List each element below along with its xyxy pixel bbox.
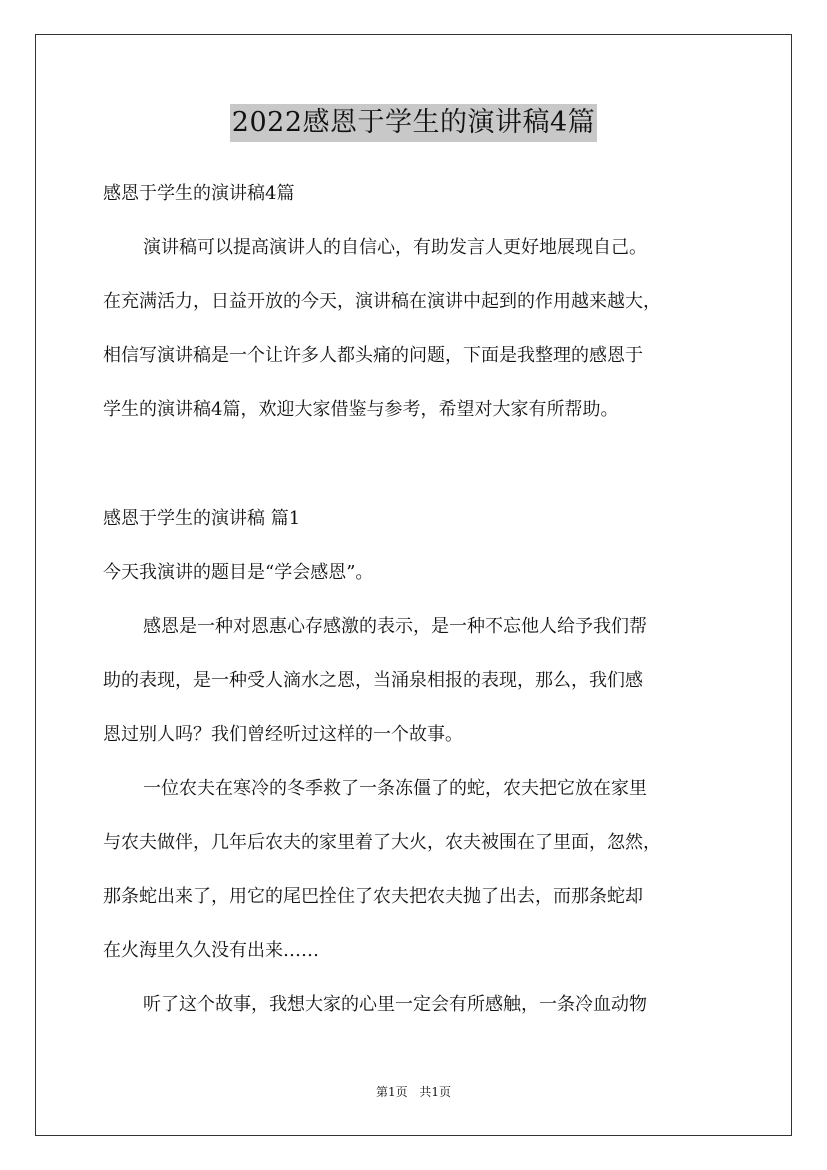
- document-title: 2022感恩于学生的演讲稿4篇: [230, 104, 597, 142]
- intro-line: 学生的演讲稿4篇，欢迎大家借鉴与参考，希望对大家有所帮助。: [103, 399, 619, 420]
- paragraph-line: 与农夫做伴，几年后农夫的家里着了大火，农夫被围在了里面，忽然，: [103, 832, 661, 853]
- paragraph-line: 在火海里久久没有出来……: [103, 940, 319, 961]
- paragraph-line: 那条蛇出来了，用它的尾巴拴住了农夫把农夫抛了出去，而那条蛇却: [103, 886, 643, 907]
- paragraph-line: 一位农夫在寒冷的冬季救了一条冻僵了的蛇，农夫把它放在家里: [143, 778, 647, 799]
- subtitle: 感恩于学生的演讲稿4篇: [103, 183, 295, 204]
- paragraph-line: 感恩是一种对恩惠心存感激的表示，是一种不忘他人给予我们帮: [143, 616, 647, 637]
- title-container: [0, 104, 827, 142]
- intro-line: 在充满活力，日益开放的今天，演讲稿在演讲中起到的作用越来越大，: [103, 291, 661, 312]
- page-number: 第1页: [375, 1085, 408, 1099]
- intro-line: 相信写演讲稿是一个让许多人都头痛的问题，下面是我整理的感恩于: [103, 345, 643, 366]
- paragraph-line: 恩过别人吗？我们曾经听过这样的一个故事。: [103, 724, 463, 745]
- page-footer: [0, 1083, 827, 1100]
- topic-line: 今天我演讲的题目是“学会感恩”。: [103, 562, 374, 583]
- section-heading: 感恩于学生的演讲稿 篇1: [103, 508, 301, 529]
- paragraph-line: 听了这个故事，我想大家的心里一定会有所感触，一条冷血动物: [143, 994, 647, 1015]
- page-total: 共1页: [419, 1085, 452, 1099]
- paragraph-line: 助的表现，是一种受人滴水之恩，当涌泉相报的表现，那么，我们感: [103, 670, 643, 691]
- intro-line: 演讲稿可以提高演讲人的自信心，有助发言人更好地展现自己。: [143, 237, 647, 258]
